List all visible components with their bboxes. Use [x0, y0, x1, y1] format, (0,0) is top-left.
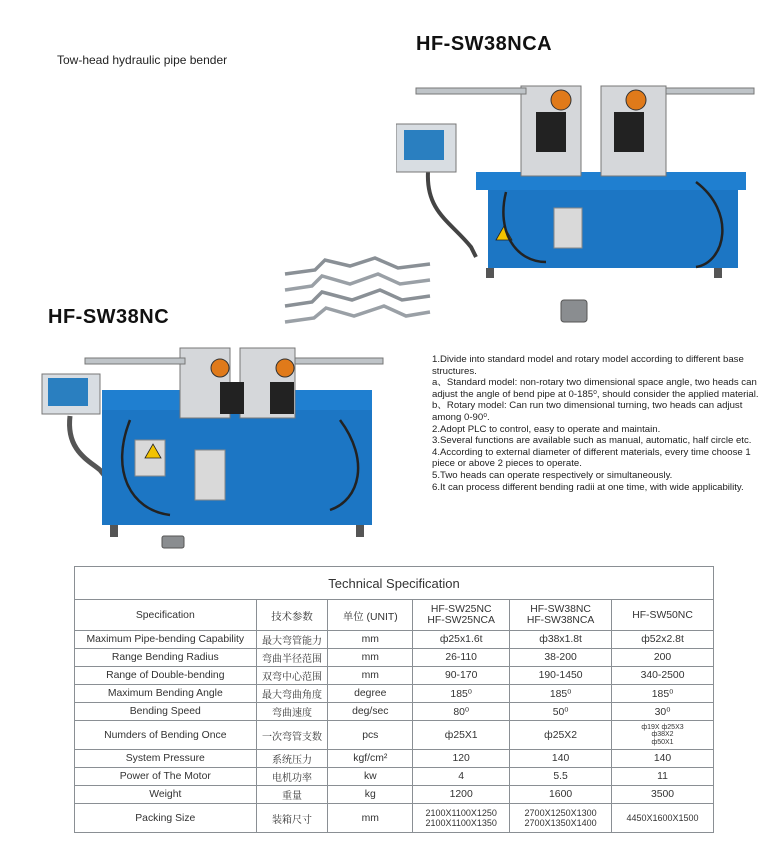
- col-header-unit: 单位 (UNIT): [328, 600, 413, 631]
- spec-cell-v1: 120: [413, 750, 510, 768]
- feature-item: 4.According to external diameter of different materials, every time choose 1 piece or above 2 pieces to operate.: [432, 446, 751, 470]
- spec-table-row: [75, 804, 714, 833]
- spec-cell-en: Range Bending Radius: [75, 649, 257, 667]
- spec-cell-v1: 90-170: [413, 667, 510, 685]
- col-header-model-3: HF-SW50NC: [612, 600, 714, 631]
- spec-table-row: [75, 768, 714, 786]
- spec-cell-v3: 30⁰: [612, 703, 714, 721]
- spec-cell-v1: 4: [413, 768, 510, 786]
- spec-table-header-row: [75, 600, 714, 631]
- spec-cell-v2: 185⁰: [510, 685, 612, 703]
- spec-cell-en: System Pressure: [75, 750, 257, 768]
- spec-cell-unit: mm: [328, 649, 413, 667]
- spec-cell-unit: kg: [328, 786, 413, 804]
- bent-pipes-photo: [280, 256, 435, 338]
- spec-cell-v1: 1200: [413, 786, 510, 804]
- spec-cell-v3: 140: [612, 750, 714, 768]
- spec-cell-unit: mm: [328, 631, 413, 649]
- spec-cell-en: Bending Speed: [75, 703, 257, 721]
- spec-table-row: [75, 649, 714, 667]
- spec-cell-v3: 340-2500: [612, 667, 714, 685]
- spec-cell-unit: deg/sec: [328, 703, 413, 721]
- spec-cell-en: Maximum Bending Angle: [75, 685, 257, 703]
- feature-item: 1.Divide into standard model and rotary model according to different base structures.: [432, 354, 744, 377]
- spec-cell-v1: 80⁰: [413, 703, 510, 721]
- machine-photo-nca: [396, 72, 756, 334]
- spec-cell-v2: 2700X1250X1300 2700X1350X1400: [510, 804, 612, 833]
- spec-cell-v3: 11: [612, 768, 714, 786]
- spec-cell-cn: 重量: [256, 786, 328, 804]
- machine-photo-nc: [40, 340, 385, 550]
- col-header-model-2: HF-SW38NC HF-SW38NCA: [510, 600, 612, 631]
- spec-cell-v2: 50⁰: [510, 703, 612, 721]
- spec-cell-v1: ф25X1: [413, 721, 510, 750]
- model-title-nc: HF-SW38NC: [48, 306, 170, 328]
- spec-table-row: [75, 685, 714, 703]
- spec-table-row: [75, 721, 714, 750]
- spec-cell-en: Numders of Bending Once: [75, 721, 257, 750]
- spec-cell-v3: 200: [612, 649, 714, 667]
- spec-table-row: [75, 667, 714, 685]
- spec-cell-en: Power of The Motor: [75, 768, 257, 786]
- col-header-spec-cn: 技术参数: [256, 600, 328, 631]
- spec-cell-v3: 3500: [612, 786, 714, 804]
- spec-cell-unit: degree: [328, 685, 413, 703]
- feature-item: b、Rotary model: Can run two dimensional turning, two heads can adjust among 0-90⁰.: [432, 400, 743, 423]
- spec-cell-cn: 弯曲半径范围: [256, 649, 328, 667]
- spec-cell-v2: ф38x1.8t: [510, 631, 612, 649]
- spec-cell-v1: 2100X1100X1250 2100X1100X1350: [413, 804, 510, 833]
- spec-table-row: [75, 703, 714, 721]
- spec-table-caption: Technical Specification: [75, 567, 714, 600]
- spec-cell-v1: ф25x1.6t: [413, 631, 510, 649]
- spec-cell-en: Weight: [75, 786, 257, 804]
- spec-cell-unit: mm: [328, 667, 413, 685]
- spec-cell-v3: 185⁰: [612, 685, 714, 703]
- spec-table-row: [75, 786, 714, 804]
- spec-cell-cn: 装箱尺寸: [256, 804, 328, 833]
- spec-cell-v1: 26-110: [413, 649, 510, 667]
- spec-table-row: [75, 750, 714, 768]
- spec-cell-v3: 4450X1600X1500: [612, 804, 714, 833]
- feature-item: 5.Two heads can operate respectively or simultaneously.: [432, 469, 673, 481]
- spec-cell-unit: kw: [328, 768, 413, 786]
- spec-table: [74, 566, 714, 833]
- feature-list: [432, 354, 768, 493]
- spec-cell-cn: 一次弯管支数: [256, 721, 328, 750]
- spec-cell-cn: 电机功率: [256, 768, 328, 786]
- feature-item: 2.Adopt PLC to control, easy to operate and maintain.: [432, 423, 661, 435]
- spec-cell-cn: 弯曲速度: [256, 703, 328, 721]
- spec-cell-unit: kgf/cm²: [328, 750, 413, 768]
- spec-cell-v3: ф19X ф25X3 ф38X2 ф50X1: [612, 721, 714, 750]
- spec-cell-cn: 双弯中心范围: [256, 667, 328, 685]
- feature-item: 3.Several functions are available such as manual, automatic, half circle etc.: [432, 435, 752, 447]
- spec-cell-unit: pcs: [328, 721, 413, 750]
- spec-cell-en: Maximum Pipe-bending Capability: [75, 631, 257, 649]
- col-header-model-1: HF-SW25NC HF-SW25NCA: [413, 600, 510, 631]
- spec-cell-cn: 系统压力: [256, 750, 328, 768]
- spec-cell-v2: 190-1450: [510, 667, 612, 685]
- spec-cell-unit: mm: [328, 804, 413, 833]
- page-subtitle: Tow-head hydraulic pipe bender: [57, 53, 228, 67]
- spec-cell-en: Packing Size: [75, 804, 257, 833]
- feature-item: 6.It can process different bending radii at one time, with wide applicability.: [432, 481, 744, 493]
- spec-table-row: [75, 631, 714, 649]
- spec-cell-v2: 1600: [510, 786, 612, 804]
- spec-cell-v3: ф52x2.8t: [612, 631, 714, 649]
- spec-cell-v2: 140: [510, 750, 612, 768]
- col-header-spec: Specification: [75, 600, 257, 631]
- model-title-nca: HF-SW38NCA: [416, 33, 553, 55]
- spec-cell-v2: ф25X2: [510, 721, 612, 750]
- spec-cell-cn: 最大弯曲角度: [256, 685, 328, 703]
- feature-item: a、Standard model: non-rotary two dimensional space angle, two heads can adjust the angle of bend pipe at 0-185⁰, should consider the applied material.: [432, 377, 759, 400]
- spec-cell-v2: 5.5: [510, 768, 612, 786]
- spec-cell-v2: 38-200: [510, 649, 612, 667]
- spec-cell-v1: 185⁰: [413, 685, 510, 703]
- spec-cell-en: Range of Double-bending: [75, 667, 257, 685]
- spec-cell-cn: 最大弯管能力: [256, 631, 328, 649]
